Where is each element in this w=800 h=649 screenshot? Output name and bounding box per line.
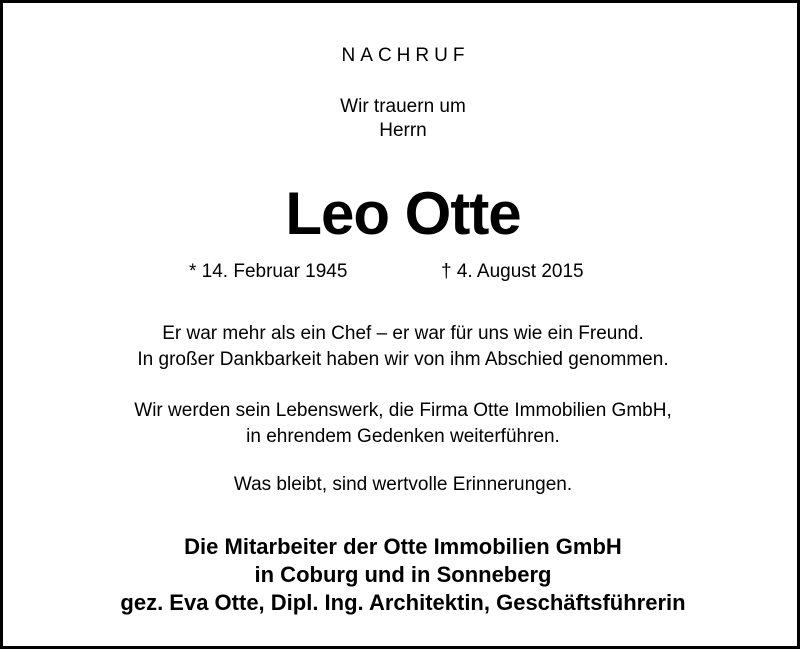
birth-date: * 14. Februar 1945 xyxy=(189,261,348,282)
paragraph-2-line-1: Wir werden sein Lebenswerk, die Firma Otte Immobilien GmbH, xyxy=(134,400,672,421)
paragraph-1-line-1: Er war mehr als ein Chef – er war für uns wie ein Freund. xyxy=(162,323,644,344)
death-date: † 4. August 2015 xyxy=(441,261,584,282)
signature-line-1: Die Mitarbeiter der Otte Immobilien GmbH xyxy=(184,534,622,559)
deceased-name: Leo Otte xyxy=(285,180,521,247)
paragraph-2-line-2: in ehrendem Gedenken weiterführen. xyxy=(246,426,560,447)
paragraph-1-line-2: In großer Dankbarkeit haben wir von ihm Abschied genommen. xyxy=(137,349,669,370)
notice-heading: NACHRUF xyxy=(341,45,470,66)
paragraph-3-line-1: Was bleibt, sind wertvolle Erinnerungen. xyxy=(233,474,573,495)
signature-line-2: in Coburg und in Sonneberg xyxy=(254,562,552,587)
signature-line-3: gez. Eva Otte, Dipl. Ing. Architektin, Geschäftsführerin xyxy=(120,590,686,615)
intro-line-1: Wir trauern um xyxy=(340,96,466,117)
intro-line-2: Herrn xyxy=(379,120,427,141)
